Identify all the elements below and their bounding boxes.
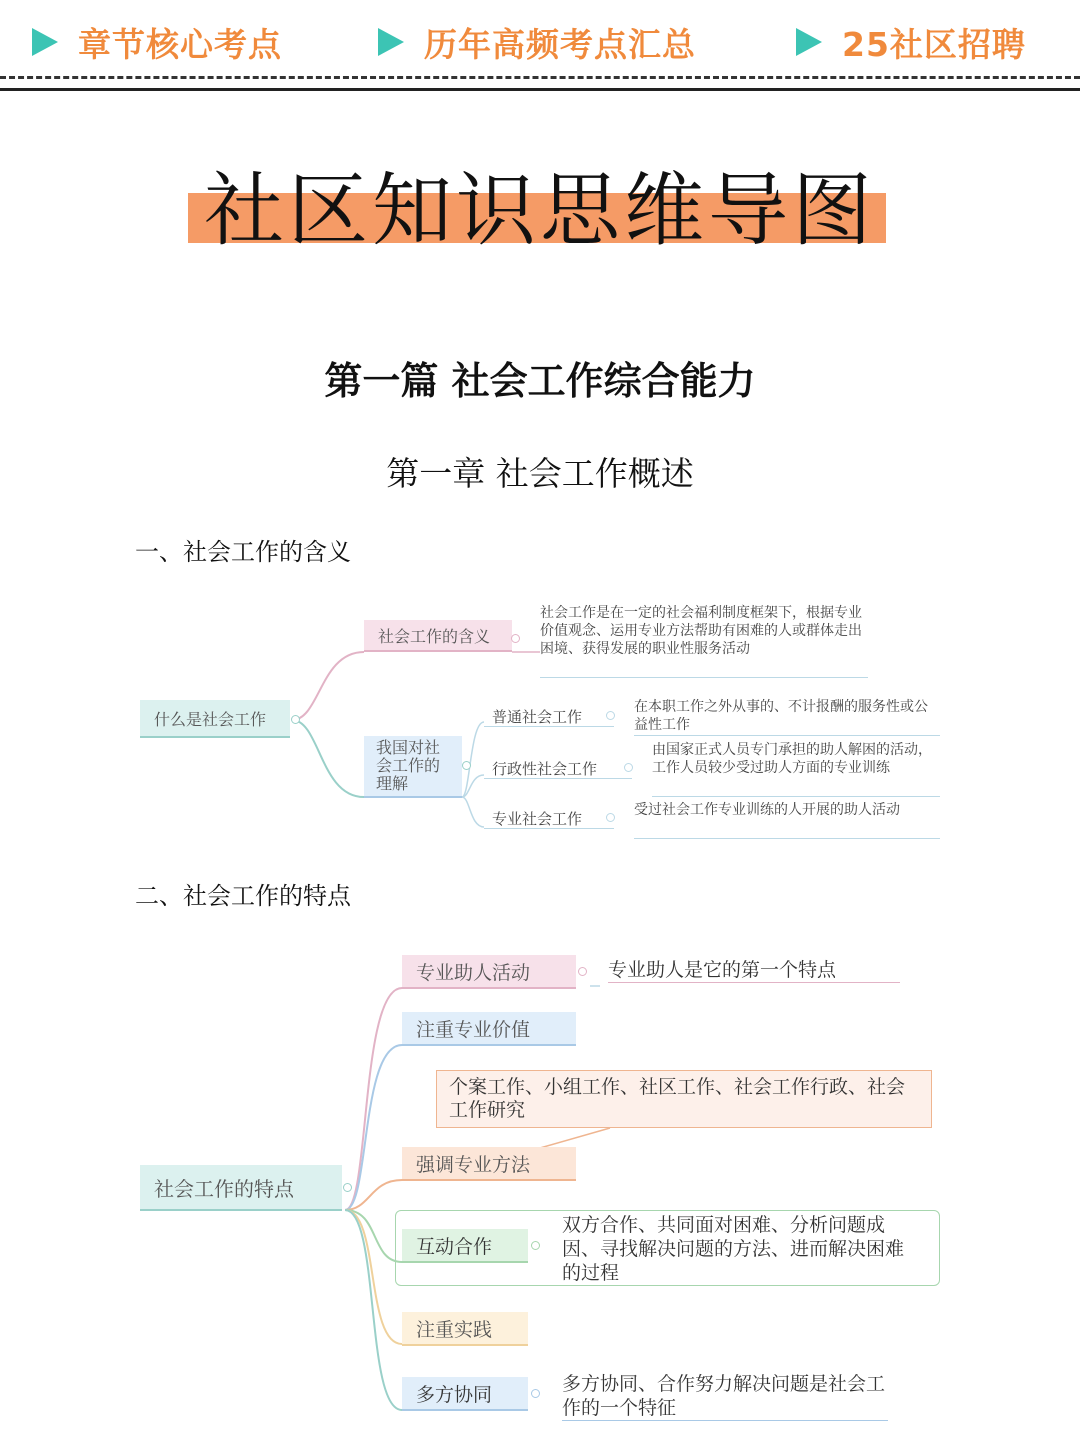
- mindmap-node-understanding: [364, 736, 462, 798]
- definition-text: 社会工作是在一定的社会福利制度框架下，根据专业价值观念、运用专业方法帮助有困难的人或群体走出困境、获得发展的职业性服务活动: [540, 604, 868, 678]
- type-desc-administrative: 由国家正式人员专门承担的助人解困的活动，工作人员较少受过助人方面的专业训练: [652, 741, 940, 797]
- collapse-dot-icon[interactable]: [578, 967, 587, 976]
- nav-item-label: 历年高频考点汇总: [424, 24, 696, 64]
- feature-node-collaboration: [402, 1377, 528, 1411]
- type-desc-professional: 受过社会工作专业训练的人开展的助人活动: [634, 801, 940, 839]
- type-node-ordinary: [484, 706, 614, 727]
- collapse-dot-icon[interactable]: [531, 1241, 540, 1250]
- node-label: 多方协同: [416, 1383, 493, 1406]
- feature-node-interaction: [402, 1229, 528, 1263]
- feature-desc-professional-help: 专业助人是它的第一个特点: [608, 958, 900, 983]
- feature-node-professional-values: [402, 1012, 576, 1046]
- feature-node-methods: [402, 1147, 576, 1181]
- collapse-dot-icon[interactable]: [511, 634, 520, 643]
- node-label: 注重专业价值: [416, 1018, 531, 1041]
- page-title: 社区知识思维导图: [204, 164, 876, 257]
- collapse-dot-icon[interactable]: [606, 711, 615, 720]
- collapse-dot-icon[interactable]: [291, 715, 300, 724]
- node-label: 互动合作: [416, 1235, 493, 1258]
- part-title: 第一篇 社会工作综合能力: [324, 359, 756, 403]
- collapse-dot-icon[interactable]: [606, 813, 615, 822]
- node-label: 注重实践: [416, 1318, 493, 1341]
- section-heading-meaning: 一、社会工作的含义: [135, 538, 351, 566]
- node-label: 我国对社会工作的理解: [376, 738, 441, 793]
- feature-desc-collaboration: 多方协同、合作努力解决问题是社会工作的一个特征: [562, 1372, 888, 1421]
- node-label: 强调专业方法: [416, 1153, 531, 1176]
- chapter-title: 第一章 社会工作概述: [386, 454, 694, 493]
- nav-item-label: 25社区招聘: [842, 24, 1026, 64]
- node-label: 什么是社会工作: [154, 709, 267, 729]
- node-label: 社会工作的特点: [154, 1176, 294, 1201]
- collapse-dot-icon[interactable]: [531, 1389, 540, 1398]
- collapse-dot-icon[interactable]: [624, 763, 633, 772]
- type-desc-ordinary: 在本职工作之外从事的、不计报酬的服务性或公益性工作: [634, 698, 940, 736]
- node-label: 专业助人活动: [416, 961, 531, 984]
- section-heading-features: 二、社会工作的特点: [135, 882, 351, 910]
- node-label: 普通社会工作: [492, 708, 583, 726]
- node-label: 社会工作的含义: [378, 626, 491, 646]
- collapse-dot-icon[interactable]: [462, 761, 471, 770]
- node-label: 专业社会工作: [492, 810, 583, 828]
- mindmap-root-features: [140, 1165, 342, 1211]
- mindmap-root-what-is-social-work: [140, 700, 290, 738]
- feature-desc-methods: 个案工作、小组工作、社区工作、社会工作行政、社会工作研究: [436, 1070, 932, 1128]
- feature-node-professional-help: [402, 955, 576, 989]
- feature-node-practice: [402, 1312, 528, 1346]
- feature-desc-interaction: 双方合作、共同面对困难、分析问题成因、寻找解决问题的方法、进而解决困难的过程: [562, 1214, 905, 1284]
- nav-item-label: 章节核心考点: [78, 24, 282, 64]
- mindmap-node-definition: [364, 620, 512, 652]
- type-node-administrative: [484, 758, 632, 779]
- node-label: 行政性社会工作: [492, 760, 598, 778]
- collapse-dot-icon[interactable]: [343, 1183, 352, 1192]
- type-node-professional: [484, 808, 614, 829]
